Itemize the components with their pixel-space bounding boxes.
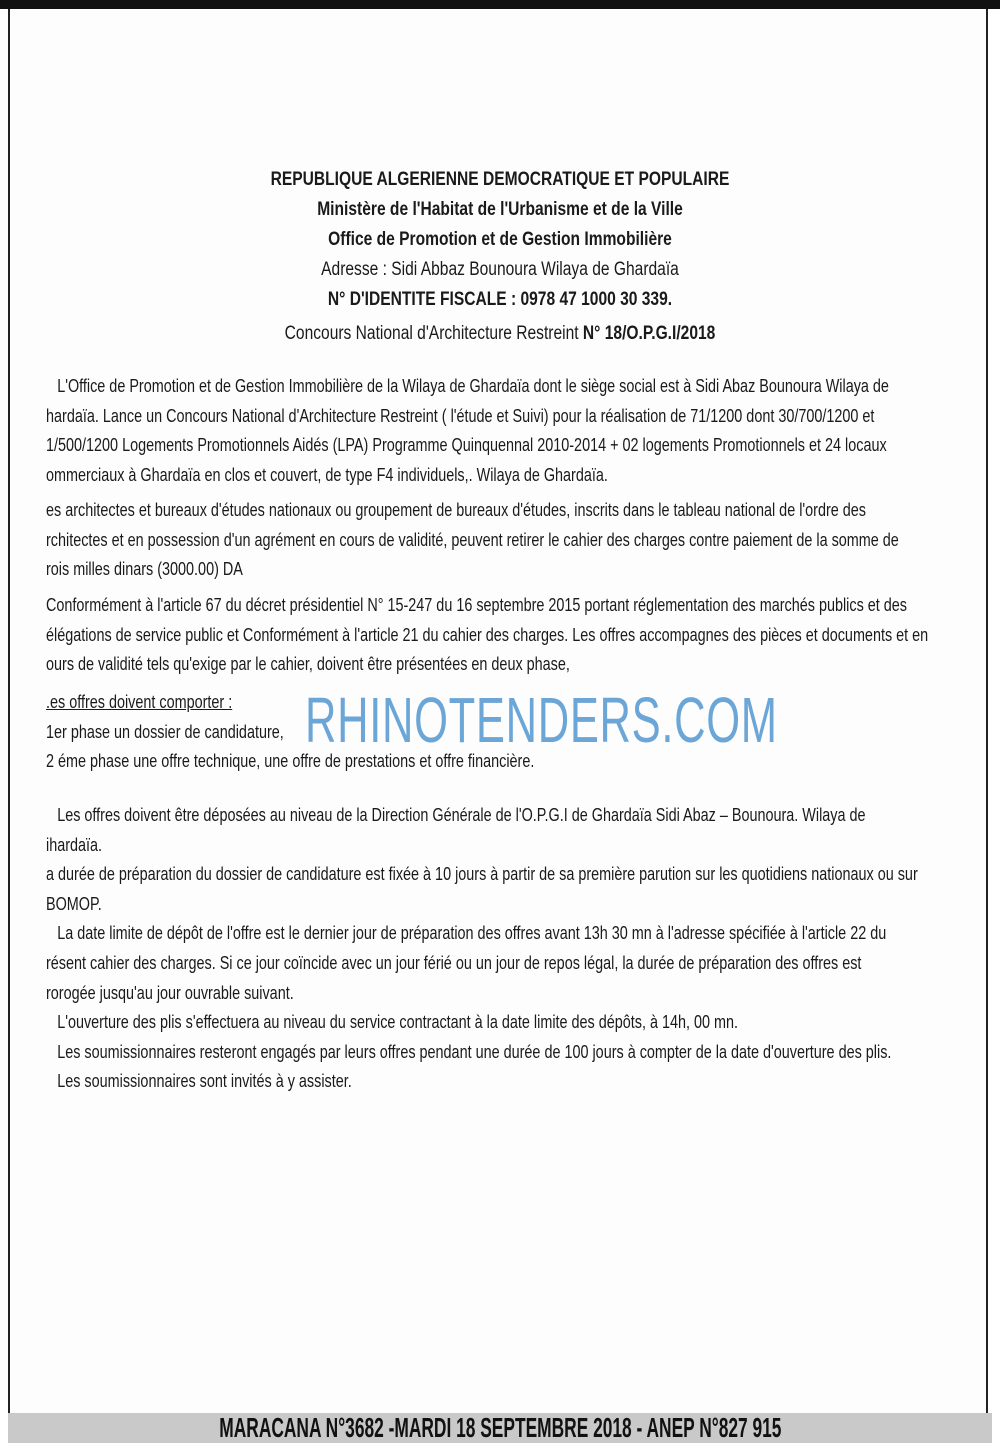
footer-band — [8, 1413, 992, 1443]
body-block-1 — [46, 372, 889, 490]
body-line: L'ouverture des plis s'effectuera au niveau du service contractant à la date limite des dépôts, à 14h, 00 mn. — [57, 1012, 739, 1033]
body-line: Conformément à l'article 67 du décret présidentiel N° 15-247 du 16 septembre 2015 portant réglementation des marchés publics et des — [46, 595, 907, 615]
offers-heading: .es offres doivent comporter : — [46, 692, 233, 712]
body-line: 1/500/1200 Logements Promotionnels Aidés (LPA) Programme Quinquennal 2010-2014 + 02 logements Promotionnels et 24 locaux — [46, 435, 887, 456]
footer-publication: MARACANA N°3682 -MARDI 18 SEPTEMBRE 2018 - ANEP N°827 915 — [218, 1413, 782, 1443]
body-line: élégations de service public et Conformément à l'article 21 du cahier des charges. Les offres accompagnes des pièces et documents et en — [46, 624, 929, 645]
body-line: es architectes et bureaux d'études nationaux ou groupement de bureaux d'études, inscrits dans le tableau national de l'ordre des — [46, 500, 866, 520]
top-border — [0, 0, 1000, 9]
body-line: Les offres doivent être déposées au niveau de la Direction Générale de l'O.P.G.I de Ghardaïa Sidi Abaz – Bounoura. Wilaya de — [57, 805, 866, 825]
header-address: Adresse : Sidi Abbaz Bounoura Wilaya de Ghardaïa — [321, 259, 679, 280]
header-republic: REPUBLIQUE ALGERIENNE DEMOCRATIQUE ET POPULAIRE — [270, 169, 730, 190]
body-line: Les soumissionnaires sont invités à y assister. — [57, 1071, 352, 1092]
contest-number: N° 18/O.P.G.I/2018 — [582, 323, 716, 344]
header-ministry: Ministère de l'Habitat de l'Urbanisme et de la Ville — [317, 199, 683, 220]
body-line: 1er phase un dossier de candidature, — [46, 721, 284, 742]
document-header — [0, 165, 1000, 315]
body-line: ommerciaux à Ghardaïa en clos et couvert, de type F4 individuels,. Wilaya de Ghardaïa. — [46, 464, 608, 485]
body-line: hardaïa. Lance un Concours National d'Architecture Restreint ( l'étude et Suivi) pour la réalisation de 71/1200 dont 30/700/1200 et — [46, 405, 875, 426]
body-line: L'Office de Promotion et de Gestion Immobilière de la Wilaya de Ghardaïa dont le siège social est à Sidi Abaz Bounoura Wilaya de — [57, 376, 889, 396]
body-line: rorogée jusqu'au jour ouvrable suivant. — [46, 982, 294, 1003]
header-office: Office de Promotion et de Gestion Immobilière — [328, 229, 672, 250]
body-line: rchitectes et en possession d'un agrément en cours de validité, peuvent retirer le cahier des charges contre paiement de la somme de — [46, 529, 899, 550]
body-line: rois milles dinars (3000.00) DA — [46, 559, 243, 580]
watermark-text: RHINOTENDERS.COM — [305, 684, 778, 756]
body-line: ihardaïa. — [46, 834, 103, 855]
body-line: BOMOP. — [46, 893, 102, 914]
header-fiscal-id: N° D'IDENTITE FISCALE : 0978 47 1000 30 339. — [327, 289, 673, 310]
body-line: ours de validité tels qu'exige par le cahier, doivent être présentées en deux phase, — [46, 654, 570, 675]
body-line: La date limite de dépôt de l'offre est le dernier jour de préparation des offres avant 13h 30 mn à l'adresse spécifiée à l'article 22 du — [57, 923, 887, 944]
body-block-2 — [46, 496, 899, 585]
body-line: Les soumissionnaires resteront engagés par leurs offres pendant une durée de 100 jours à compter de la date d'ouverture des plis. — [57, 1041, 892, 1062]
body-line: 2 éme phase une offre technique, une offre de prestations et offre financière. — [46, 751, 535, 772]
body-line: a durée de préparation du dossier de candidature est fixée à 10 jours à partir de sa première parution sur les quotidiens nationaux ou sur — [46, 864, 918, 885]
body-block-5 — [46, 801, 918, 1097]
body-block-3 — [46, 591, 929, 680]
body-line: résent cahier des charges. Si ce jour coïncide avec un jour férié ou un jour de repos légal, la durée de préparation des offres est — [46, 952, 862, 973]
contest-title — [90, 323, 910, 345]
contest-prefix: Concours National d'Architecture Restreint — [284, 323, 579, 344]
